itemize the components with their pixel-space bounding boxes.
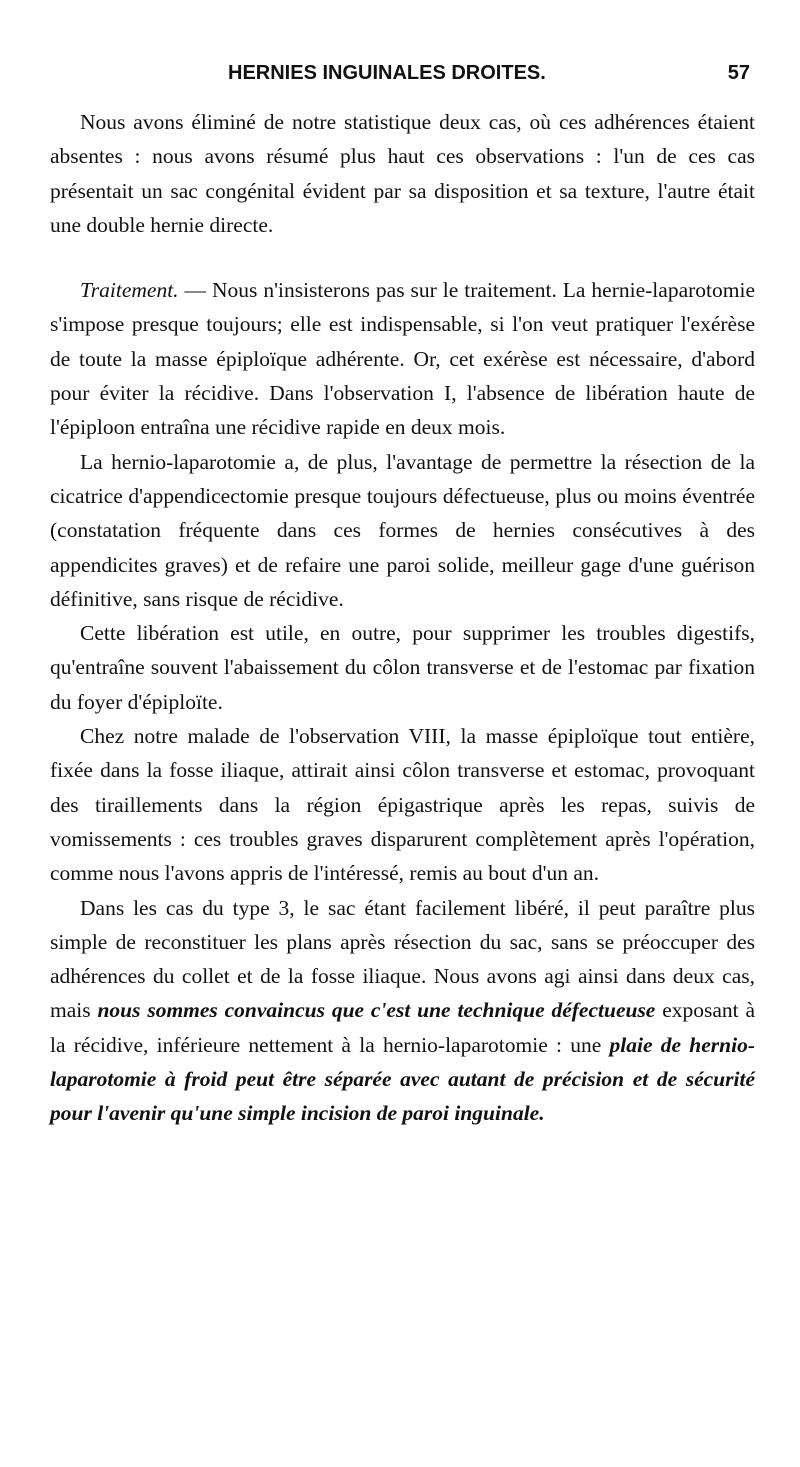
type-3-emphasis-b: plaie de hernio-laparotomie à froid peut être séparée avec autant de précision et de sécurité pour l'avenir qu'une simple incision de paroi inguinale. [50,1032,755,1126]
paragraph-observation-viii: Chez notre malade de l'observation VIII, la masse épiploïque tout entière, fixée dans la fosse iliaque, attirait ainsi côlon transverse et estomac, provoquant des tiraillements dans la région épigastrique après les repas, suivis de vomissements : ces troubles graves disparurent complètement après l'opération, comme nous l'avons appris de l'intéressé, remis au bout d'un an. [50,724,755,886]
type-3-emphasis-a: nous sommes convaincus que c'est une technique défectueuse [97,998,656,1023]
treatment-text: — Nous n'insisterons pas sur le traitement. La hernie-laparotomie s'impose presque toujours; elle est indispensable, si l'on veut pratiquer l'exérèse de toute la masse épiploïque adhérente. Or, cet exérèse est nécessaire, d'abord pour éviter la récidive. Dans l'observation I, l'absence de libération haute de l'épiploon entraîna une récidive rapide en deux mois. [50,278,755,440]
type-3-text-b: exposant à la récidive, inférieure nettement à la hernio-laparotomie : une [50,998,756,1057]
paragraph-type-3 [50,891,755,1131]
paragraph-hernio-laparotomie: La hernio-laparotomie a, de plus, l'avantage de permettre la résection de la cicatrice d'appendicectomie presque toujours défectueuse, plus ou moins éventrée (constatation fréquente dans ces formes de hernies consécutives à des appendicites graves) et de refaire une paroi solide, meilleur gage d'une guérison définitive, sans risque de récidive. [50,449,755,611]
page-header [50,62,750,92]
paragraph-liberation: Cette libération est utile, en outre, pour supprimer les troubles digestifs, qu'entraîne souvent l'abaissement du côlon transverse et de l'estomac par fixation du foyer d'épiploïte. [50,621,755,714]
section-heading-traitement: Traitement. [80,278,179,303]
type-3-text-a: Dans les cas du type 3, le sac étant facilement libéré, il peut paraître plus simple de reconstituer les plans après résection du sac, sans se préoccuper des adhérences du collet et de la fosse iliaque. Nous avons agi ainsi dans deux cas, mais [50,895,755,1023]
paragraph-treatment [50,273,755,444]
page-number: 57 [727,62,750,84]
running-title: HERNIES INGUINALES DROITES. [228,62,546,84]
body-text [50,105,755,1131]
paragraph-excluded-cases: Nous avons éliminé de notre statistique deux cas, où ces adhérences étaient absentes : nous avons résumé plus haut ces observations : l'un de ces cas présentait un sac congénital évident par sa disposition et sa texture, l'autre était une double hernie directe. [50,110,755,237]
